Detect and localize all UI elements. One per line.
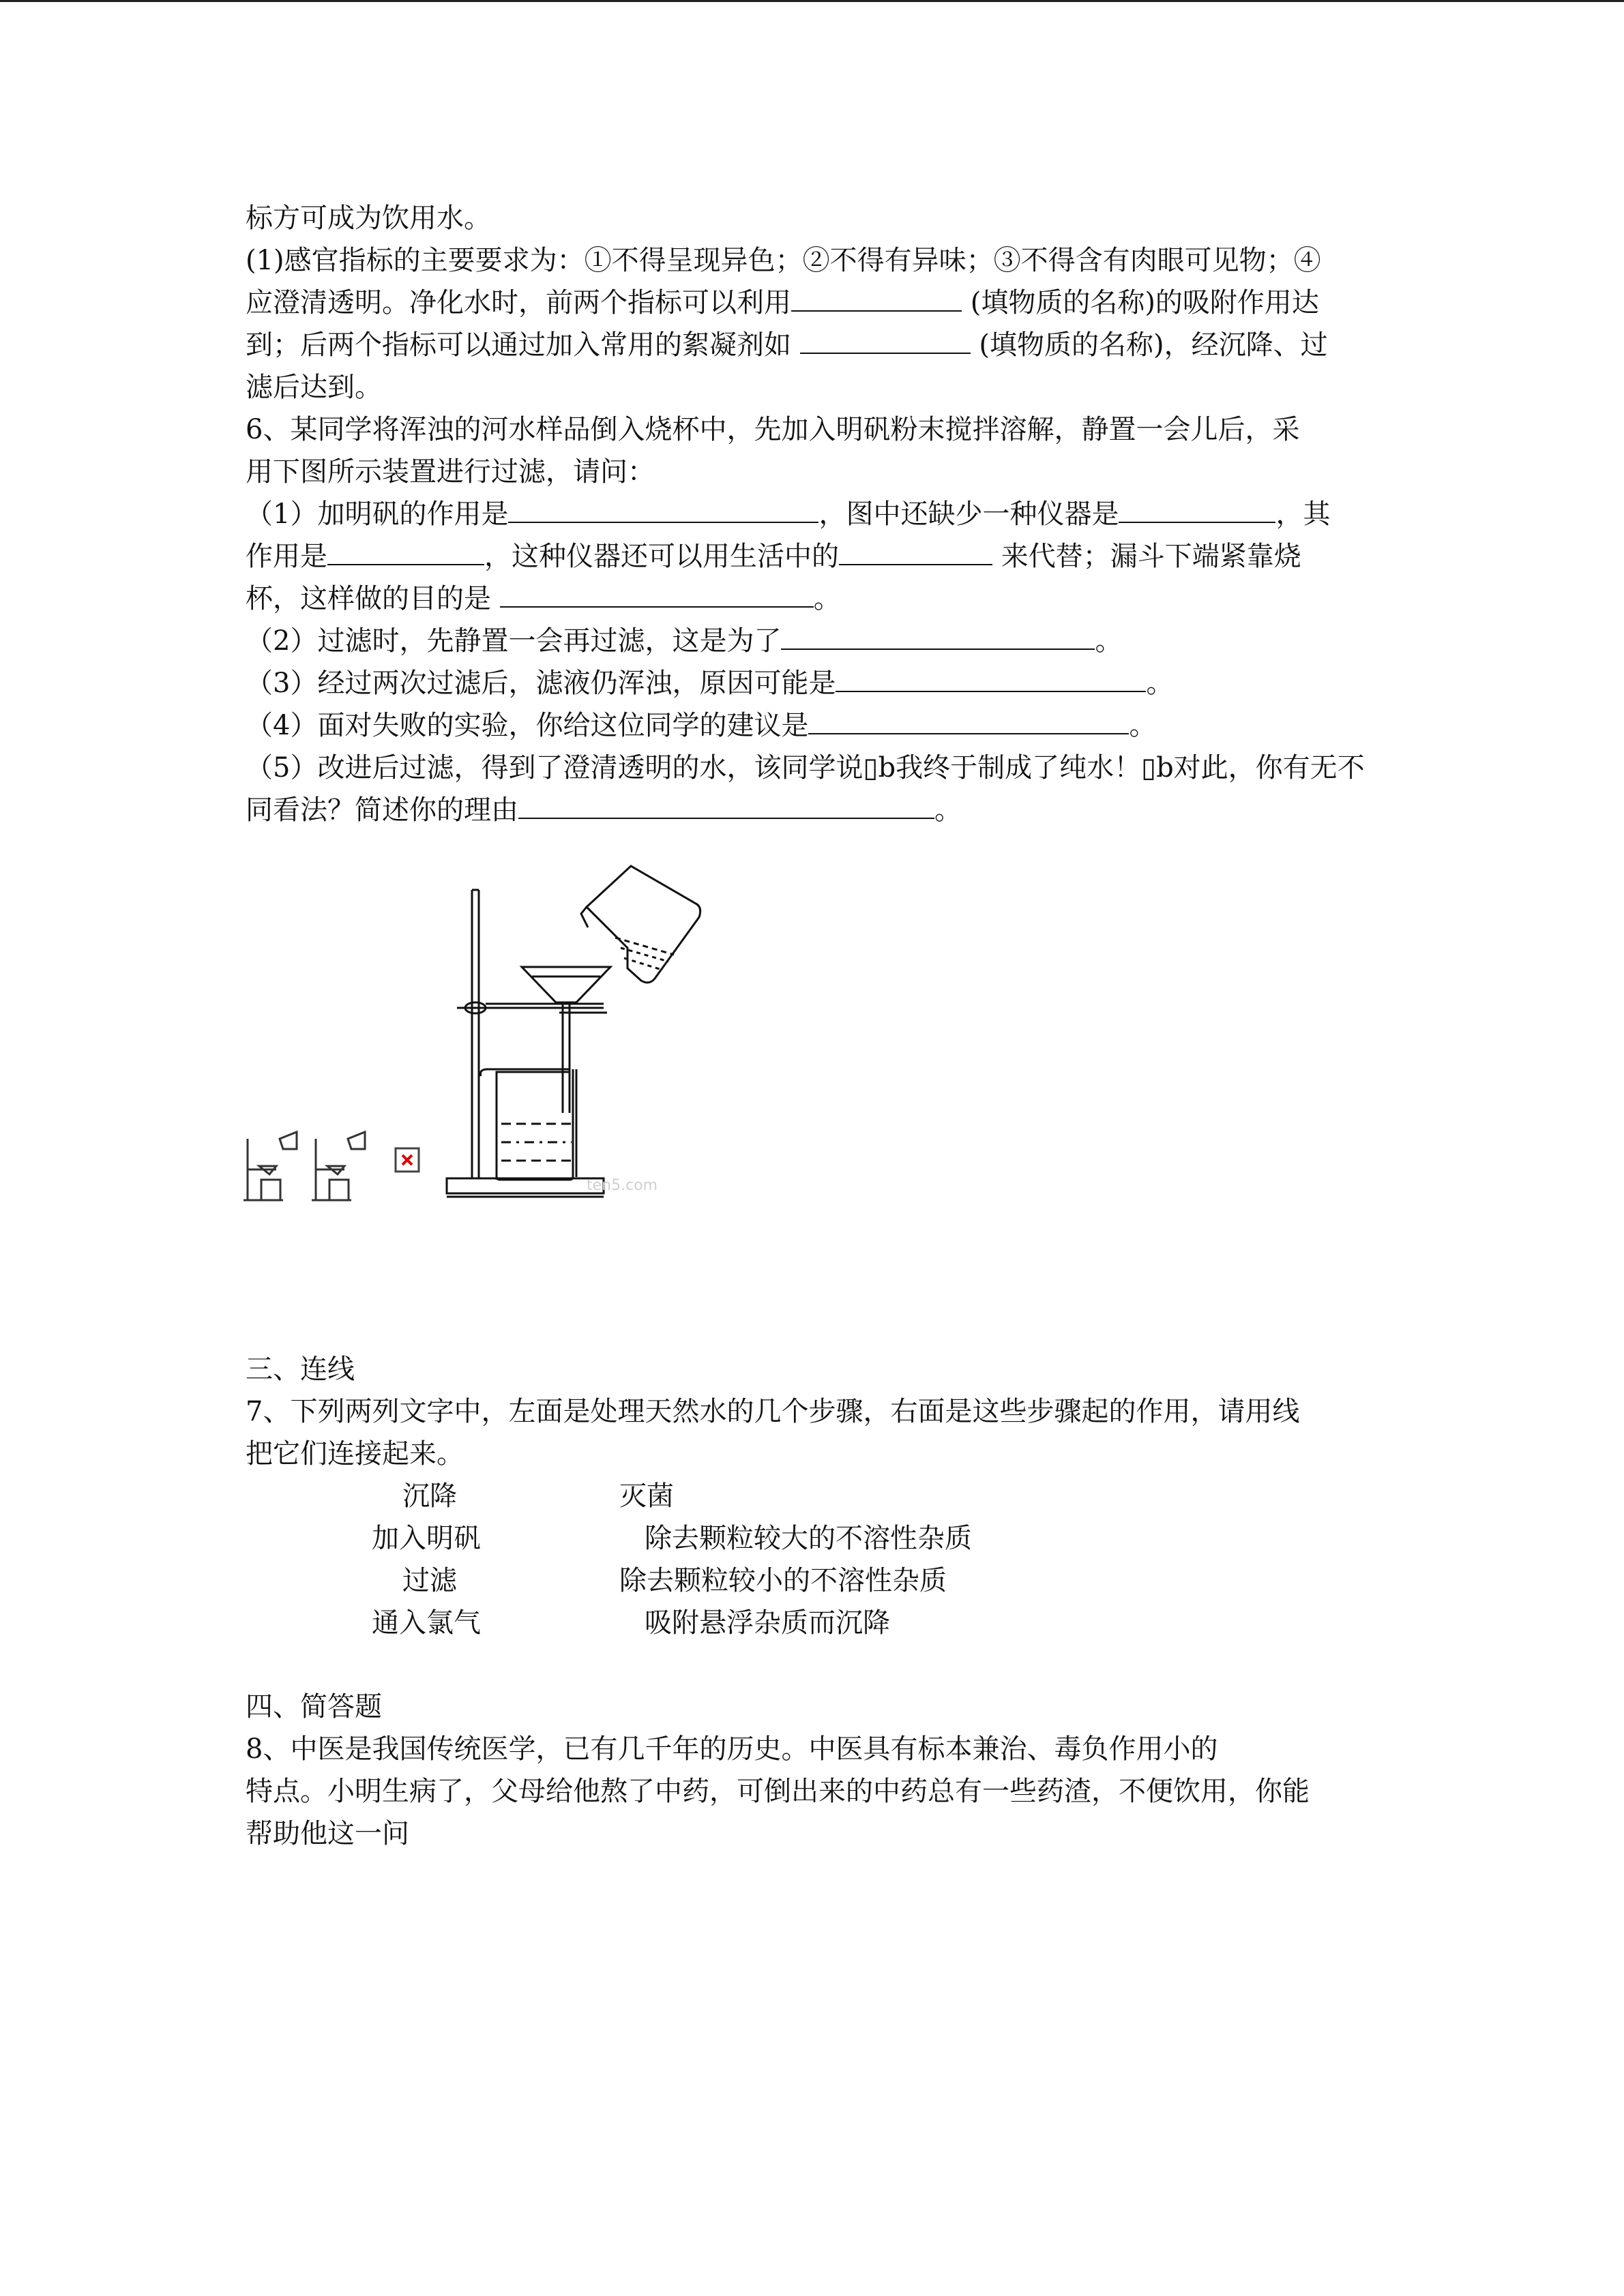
text-line: 作用是 ，这种仪器还可以用生活中的 来代替；漏斗下端紧靠烧	[246, 541, 1301, 572]
answer-blank[interactable]	[500, 582, 814, 608]
text-line: （3）经过两次过滤后，滤液仍浑浊，原因可能是 。	[246, 668, 1174, 699]
answer-blank[interactable]	[781, 624, 1095, 650]
text-line: 帮助他这一问	[246, 1818, 409, 1849]
answer-blank[interactable]	[1119, 497, 1275, 523]
matching-right-item: 除去颗粒较小的不溶性杂质	[619, 1565, 947, 1596]
matching-left-item: 加入明矾	[372, 1523, 481, 1554]
matching-right-item: 吸附悬浮杂质而沉降	[645, 1607, 890, 1639]
broken-image-icon	[394, 1147, 422, 1174]
watermark: ten5.com	[587, 1177, 658, 1194]
text-line: 用下图所示装置进行过滤，请问：	[246, 456, 655, 488]
text-line: （4）面对失败的实验，你给这位同学的建议是 。	[246, 710, 1157, 741]
text-line: 标方可成为饮用水。	[246, 203, 491, 234]
matching-left-item: 通入氯气	[372, 1607, 481, 1639]
filtration-apparatus-figure	[437, 852, 723, 1207]
answer-blank[interactable]	[791, 286, 962, 312]
answer-blank[interactable]	[800, 328, 971, 354]
answer-blank[interactable]	[518, 793, 934, 819]
matching-right-item: 灭菌	[619, 1480, 674, 1512]
text-line: (1)感官指标的主要要求为：①不得呈现异色；②不得有异味；③不得含有肉眼可见物；④	[246, 245, 1321, 276]
question-7-stem: 7、下列两列文字中，左面是处理天然水的几个步骤，右面是这些步骤起的作用，请用线	[246, 1396, 1300, 1427]
matching-left-item: 过滤	[402, 1565, 457, 1596]
text-line: （5）改进后过滤，得到了澄清透明的水，该同学说▯b我终于制成了纯水！▯b对此，你有无不	[246, 752, 1365, 784]
text-line: 滤后达到。	[246, 372, 382, 403]
text-line: 把它们连接起来。	[246, 1438, 464, 1470]
answer-blank[interactable]	[808, 709, 1129, 734]
question-8-stem: 8、中医是我国传统医学，已有几千年的历史。中医具有标本兼治、毒负作用小的	[246, 1733, 1218, 1765]
matching-right-item: 除去颗粒较大的不溶性杂质	[645, 1523, 972, 1554]
text-line: （2）过滤时，先静置一会再过滤，这是为了 。	[246, 625, 1123, 657]
matching-left-item: 沉降	[402, 1480, 457, 1512]
answer-blank[interactable]	[508, 497, 818, 523]
text-line: 杯，这样做的目的是 。	[246, 583, 841, 614]
section-heading: 四、简答题	[246, 1691, 382, 1723]
question-6-stem: 6、某同学将浑浊的河水样品倒入烧杯中，先加入明矾粉末搅拌溶解，静置一会儿后，采	[246, 414, 1300, 445]
answer-blank[interactable]	[836, 666, 1146, 692]
filtration-thumbnail-figure	[242, 1125, 399, 1207]
answer-blank[interactable]	[327, 539, 484, 565]
page-top-border	[0, 0, 1624, 2]
text-line: 应澄清透明。净化水时，前两个指标可以利用 (填物质的名称)的吸附作用达	[246, 287, 1319, 318]
text-line: 特点。小明生病了，父母给他熬了中药，可倒出来的中药总有一些药渣，不便饮用，你能	[246, 1776, 1310, 1807]
section-heading: 三、连线	[246, 1354, 355, 1385]
text-line: 同看法？简述你的理由 。	[246, 794, 962, 826]
text-line: 到；后两个指标可以通过加入常用的絮凝剂如 (填物质的名称)，经沉降、过	[246, 329, 1328, 361]
text-line: （1）加明矾的作用是 ，图中还缺少一种仪器是 ，其	[246, 498, 1331, 530]
answer-blank[interactable]	[839, 539, 992, 565]
